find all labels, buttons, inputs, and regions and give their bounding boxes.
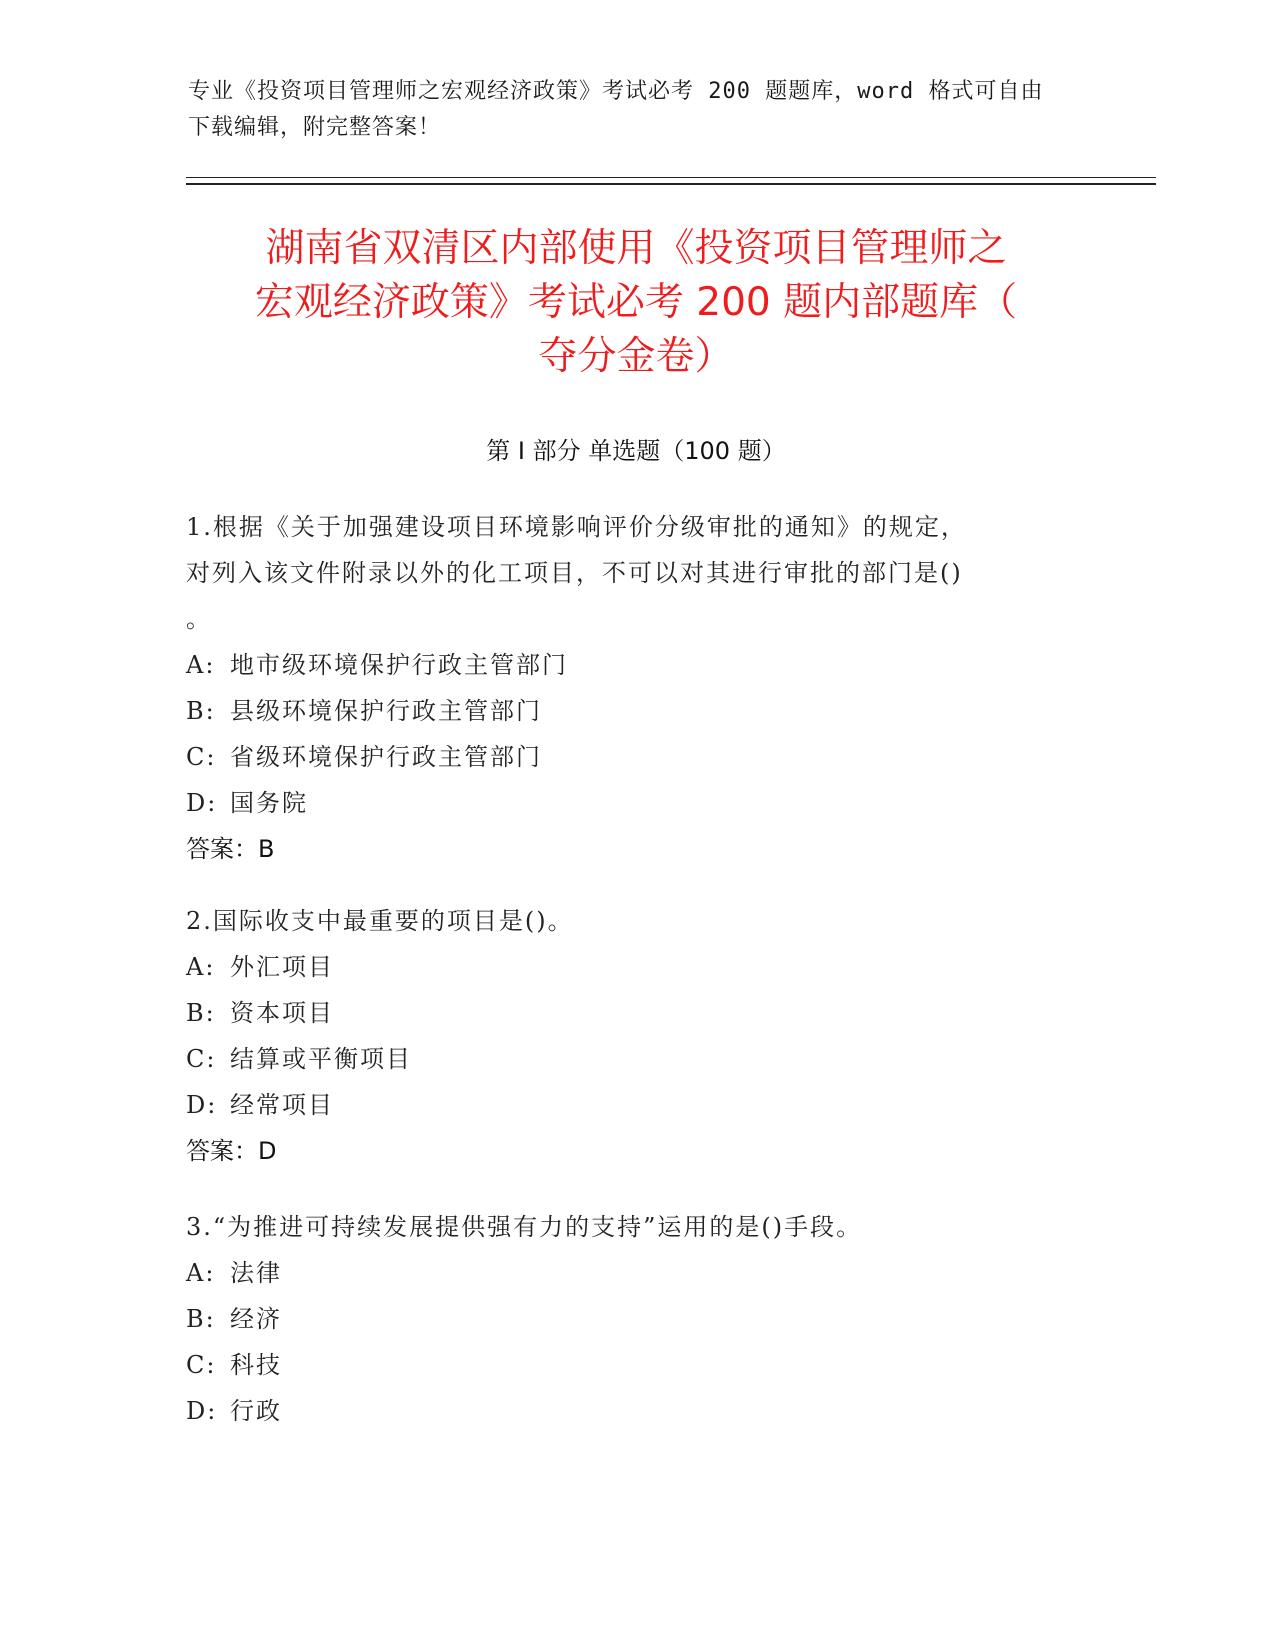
option-text: 国务院: [230, 789, 308, 817]
option-letter: C:: [186, 1351, 217, 1379]
question-2: [186, 898, 1066, 1174]
option-letter: D:: [186, 789, 218, 817]
option-d: [186, 780, 1066, 826]
option-d: [186, 1388, 1066, 1434]
option-text: 地市级环境保护行政主管部门: [230, 651, 568, 679]
option-c: [186, 1036, 1066, 1082]
option-d: [186, 1082, 1066, 1128]
option-b: [186, 688, 1066, 734]
question-stem-line: 对列入该文件附录以外的化工项目，不可以对其进行审批的部门是(): [186, 559, 963, 587]
title-line: 湖南省双清区内部使用《投资项目管理师之: [265, 226, 1007, 271]
option-letter: D:: [186, 1091, 218, 1119]
question-stem-line: 2.国际收支中最重要的项目是()。: [186, 907, 574, 935]
option-letter: B:: [186, 1305, 216, 1333]
header-divider-thick: [186, 183, 1156, 185]
question-stem-line: 3.“为推进可持续发展提供强有力的支持”运用的是()手段。: [186, 1213, 863, 1241]
section-heading: 第 I 部分 单选题（100 题）: [486, 437, 786, 465]
option-text: 经常项目: [230, 1091, 334, 1119]
option-c: [186, 734, 1066, 780]
option-letter: C:: [186, 1045, 217, 1073]
option-text: 省级环境保护行政主管部门: [230, 743, 542, 771]
option-a: [186, 1250, 1066, 1296]
option-b: [186, 1296, 1066, 1342]
option-letter: B:: [186, 999, 216, 1027]
option-text: 经济: [230, 1305, 282, 1333]
option-text: 结算或平衡项目: [230, 1045, 412, 1073]
option-text: 资本项目: [230, 999, 334, 1027]
option-letter: A:: [186, 1259, 216, 1287]
option-letter: A:: [186, 651, 216, 679]
title-line: 夺分金卷）: [538, 334, 734, 379]
header-note-line: 下载编辑，附完整答案！: [188, 115, 442, 140]
option-c: [186, 1342, 1066, 1388]
option-letter: D:: [186, 1397, 218, 1425]
option-letter: B:: [186, 697, 216, 725]
header-note: [188, 74, 1088, 146]
option-b: [186, 990, 1066, 1036]
option-text: 科技: [230, 1351, 282, 1379]
option-letter: C:: [186, 743, 217, 771]
question-3: [186, 1204, 1066, 1434]
option-a: [186, 642, 1066, 688]
answer-line: 答案：B: [186, 835, 275, 863]
option-a: [186, 944, 1066, 990]
header-note-line: 专业《投资项目管理师之宏观经济政策》考试必考 200 题题库，word 格式可自由: [188, 79, 1044, 104]
question-1: [186, 504, 1066, 872]
title-line: 宏观经济政策》考试必考 200 题内部题库（: [254, 280, 1018, 325]
option-text: 外汇项目: [230, 953, 334, 981]
option-letter: A:: [186, 953, 216, 981]
document-title: [186, 222, 1086, 384]
option-text: 法律: [230, 1259, 282, 1287]
header-divider-thin: [186, 177, 1156, 178]
question-stem-line: 。: [186, 605, 212, 633]
option-text: 行政: [230, 1397, 282, 1425]
question-stem-line: 1.根据《关于加强建设项目环境影响评价分级审批的通知》的规定，: [186, 513, 967, 541]
option-text: 县级环境保护行政主管部门: [230, 697, 542, 725]
answer-line: 答案：D: [186, 1137, 277, 1165]
